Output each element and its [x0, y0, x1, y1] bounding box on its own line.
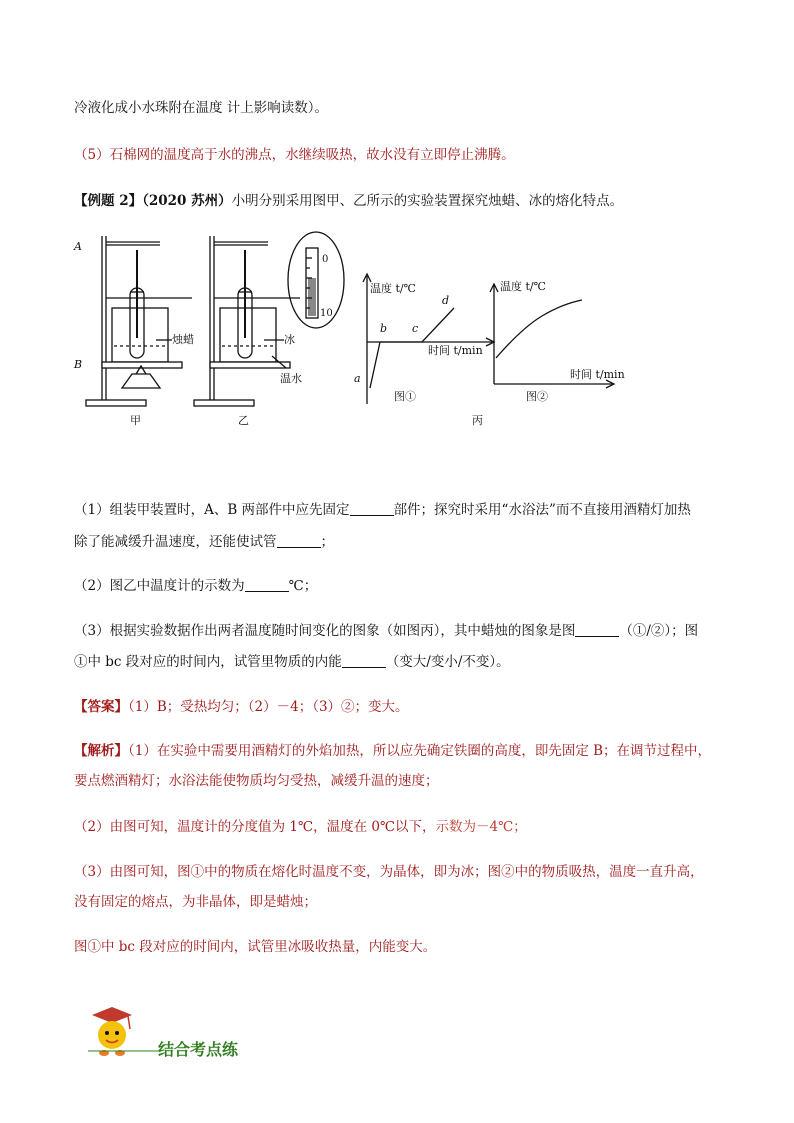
graph2-ylabel: 温度 t/℃: [500, 280, 546, 293]
caption-yi: 乙: [238, 414, 249, 427]
text: （3）由图可知，图①中的物质在熔化时温度不变，为晶体，即为冰；图②中的物质吸热，温度一直升高，: [74, 864, 704, 880]
analysis-label: 【解析】: [74, 743, 128, 759]
analysis-line-3: [74, 817, 527, 837]
answer-text: （1）B；受热均匀；（2）－4；（3）②；变大。: [128, 699, 409, 715]
analysis-line-2: [74, 771, 439, 791]
text: （2）图乙中温度计的示数为: [74, 578, 245, 594]
example-heading: [74, 191, 623, 211]
mascot-icon: [78, 1003, 158, 1063]
graph2-caption: 图②: [526, 390, 548, 403]
text: （2）由图可知，温度计的分度值为 1℃，温度在 0℃以下，: [74, 819, 436, 835]
analysis-line-6: [74, 937, 436, 957]
footer-title: 结合考点练: [158, 1040, 239, 1059]
example-label: 【例题 2】（2020 苏州）: [74, 193, 232, 209]
answer-blank[interactable]: [575, 622, 619, 637]
text: ；: [320, 534, 334, 550]
text: （5）石棉网的温度高于水的沸点，水继续吸热，故水没有立即停止沸腾。: [74, 147, 515, 163]
text-line-2: [74, 145, 515, 165]
question-1a: [74, 500, 691, 520]
text: （变大/变小/不变）。: [385, 654, 510, 670]
question-3a: [74, 621, 698, 641]
graph2-xlabel: 时间 t/min: [570, 368, 625, 381]
caption-bing: 丙: [472, 414, 483, 427]
thermo-0-label: 0: [322, 254, 329, 265]
analysis-line-1: [74, 741, 711, 761]
text: 图①中 bc 段对应的时间内，试管里冰吸收热量，内能变大。: [74, 939, 437, 955]
answer-line: [74, 697, 409, 717]
text: （1）组装甲装置时，A、B 两部件中应先固定: [74, 502, 350, 518]
analysis-line-4: [74, 862, 704, 882]
ice-label: 冰: [284, 333, 295, 346]
graph1-xlabel: 时间 t/min: [428, 344, 483, 357]
caption-jia: 甲: [130, 414, 141, 427]
thermo-10-label: 10: [320, 308, 333, 319]
text: （①/②）；图: [619, 623, 699, 639]
text: 冷液化成小水珠附在温度 计上影响读数）。: [74, 100, 329, 116]
answer-blank[interactable]: [277, 533, 321, 548]
question-3b: [74, 652, 510, 672]
graph1-caption: 图①: [394, 390, 416, 403]
example-text: 小明分别采用图甲、乙所示的实验装置探究烛蜡、冰的熔化特点。: [231, 193, 624, 209]
answer-blank[interactable]: [350, 501, 394, 516]
graph1-ylabel: 温度 t/℃: [370, 282, 416, 295]
label-A: A: [74, 240, 82, 253]
graph1-point-c: c: [412, 322, 419, 335]
question-2: [74, 576, 317, 596]
question-1b: [74, 532, 334, 552]
answer-blank[interactable]: [245, 577, 289, 592]
text: 部件；探究时采用“水浴法”而不直接用酒精灯加热: [393, 502, 691, 518]
answer-blank[interactable]: [342, 653, 386, 668]
graph1-point-b: b: [380, 322, 388, 335]
experiment-figure: [72, 228, 672, 438]
graph1-point-a: a: [354, 372, 361, 385]
text: ①中 bc 段对应的时间内，试管里物质的内能: [74, 654, 342, 670]
text: （1）在实验中需要用酒精灯的外焰加热，所以应先确定铁圈的高度，即先固定 B；在调节过程中，: [128, 743, 712, 759]
section-footer: [78, 1003, 338, 1063]
text: 示数为－4℃；: [435, 819, 527, 835]
wax-label: 烛蜡: [172, 333, 194, 346]
warm-water-label: 温水: [280, 372, 302, 385]
text: ℃；: [288, 578, 318, 594]
answer-label: 【答案】: [74, 699, 128, 715]
text: （3）根据实验数据作出两者温度随时间变化的图象（如图丙），其中蜡烛的图象是图: [74, 623, 576, 639]
label-B: B: [74, 358, 83, 371]
text: 没有固定的熔点，为非晶体，即是蜡烛；: [74, 894, 317, 910]
text: 要点燃酒精灯；水浴法能使物质均匀受热，减缓升温的速度；: [74, 773, 439, 789]
analysis-line-5: [74, 892, 317, 912]
graph1-point-d: d: [442, 294, 450, 307]
text-line-1: [74, 98, 328, 118]
text: 除了能减缓升温速度，还能使试管: [74, 534, 277, 550]
